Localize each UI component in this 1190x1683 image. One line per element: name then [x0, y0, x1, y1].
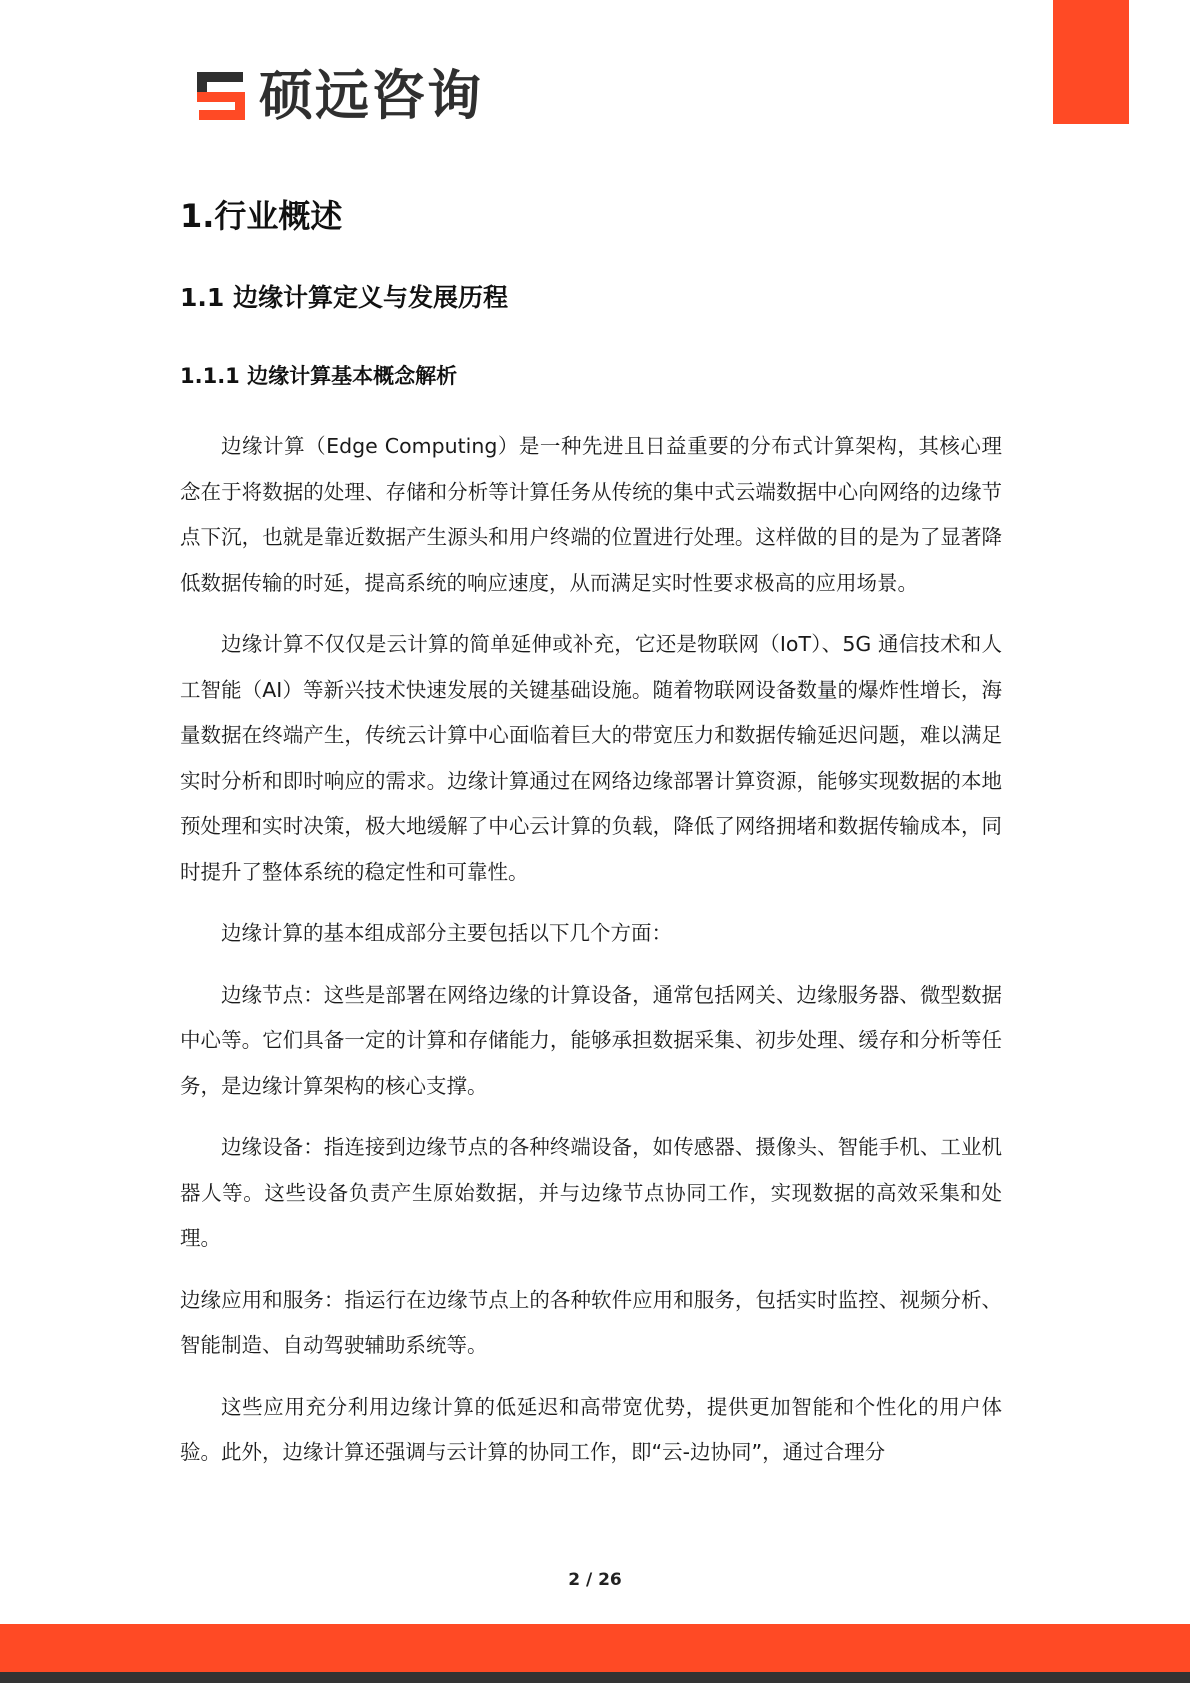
section-title: 1.行业概述 — [180, 197, 343, 235]
brand-s-mark-icon — [193, 68, 249, 124]
subsubsection-title: 1.1.1 边缘计算基本概念解析 — [180, 364, 458, 388]
brand-logo — [193, 66, 483, 126]
footer-accent-bar — [0, 1624, 1190, 1672]
page-number: 2 / 26 — [568, 1570, 622, 1590]
body-text — [180, 424, 1002, 1476]
brand-name: 硕远咨询 — [259, 64, 483, 127]
footer-dark-strip — [0, 1672, 1190, 1683]
paragraph: 边缘计算的基本组成部分主要包括以下几个方面： — [221, 921, 672, 945]
paragraph: 边缘计算（Edge Computing）是一种先进且日益重要的分布式计算架构，其核心理念在于将数据的处理、存储和分析等计算任务从传统的集中式云端数据中心向网络的边缘节点下沉，也就是靠近数据产生源头和用户终端的位置进行处理。这样做的目的是为了显著降低数据传输的时延，提高系统的响应速度，从而满足实时性要求极高的应用场景。 — [180, 434, 1002, 595]
subsection-title: 1.1 边缘计算定义与发展历程 — [180, 283, 508, 312]
corner-accent-rect — [1053, 0, 1129, 124]
paragraph: 边缘节点：这些是部署在网络边缘的计算设备，通常包括网关、边缘服务器、微型数据中心等。它们具备一定的计算和存储能力，能够承担数据采集、初步处理、缓存和分析等任务，是边缘计算架构的核心支撑。 — [180, 982, 1002, 1098]
corner-accent-tab — [1053, 0, 1129, 124]
paragraph: 边缘设备：指连接到边缘节点的各种终端设备，如传感器、摄像头、智能手机、工业机器人等。这些设备负责产生原始数据，并与边缘节点协同工作，实现数据的高效采集和处理。 — [180, 1135, 1002, 1250]
document-body — [180, 190, 1002, 1492]
footer-accent-rect — [0, 1624, 1190, 1672]
paragraph: 这些应用充分利用边缘计算的低延迟和高带宽优势，提供更加智能和个性化的用户体验。此外，边缘计算还强调与云计算的协同工作，即“云-边协同”，通过合理分 — [180, 1394, 1002, 1464]
paragraph: 边缘计算不仅仅是云计算的简单延伸或补充，它还是物联网（IoT）、5G 通信技术和人工智能（AI）等新兴技术快速发展的关键基础设施。随着物联网设备数量的爆炸性增长，海量数据在终端产生，传统云计算中心面临着巨大的带宽压力和数据传输延迟问题，难以满足实时分析和即时响应的需求。边缘计算通过在网络边缘部署计算资源，能够实现数据的本地预处理和实时决策，极大地缓解了中心云计算的负载，降低了网络拥堵和数据传输成本，同时提升了整体系统的稳定性和可靠性。 — [180, 632, 1002, 884]
paragraph: 边缘应用和服务：指运行在边缘节点上的各种软件应用和服务，包括实时监控、视频分析、智能制造、自动驾驶辅助系统等。 — [180, 1287, 1002, 1357]
